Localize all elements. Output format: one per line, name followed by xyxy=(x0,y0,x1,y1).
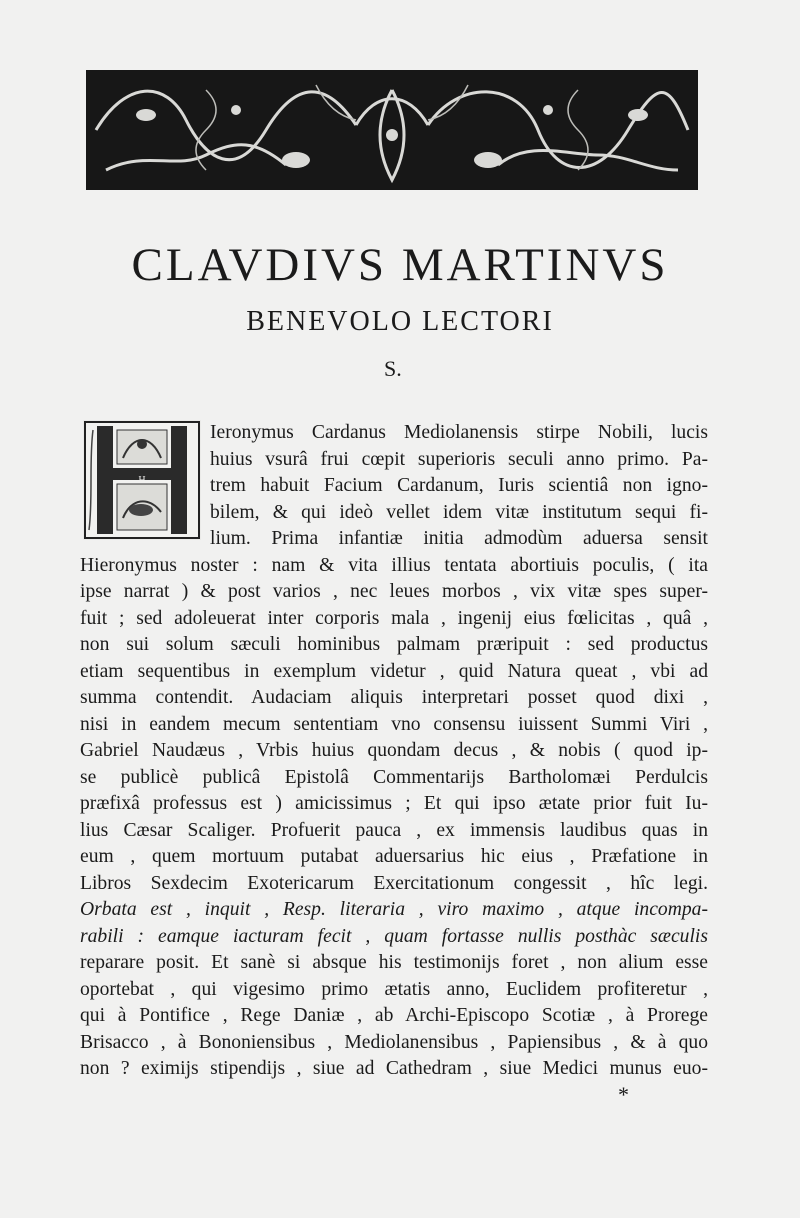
text-line: præfixâ professus est ) amicissimus ; Et qui ipso ætate prior fuit Iu- xyxy=(80,793,708,814)
text-line: bilem, & qui ideò vellet idem vitæ institutum sequi fi- xyxy=(210,501,708,523)
text-line: huius vsurâ frui cœpit superioris seculi anno primo. Pa- xyxy=(210,448,708,470)
salutation: S. xyxy=(384,356,402,381)
text-line: summa contendit. Audaciam aliquis interpretari posset quod dixi , xyxy=(80,687,708,708)
signature-mark: * xyxy=(618,1082,629,1107)
text-line: non ? eximijs stipendijs , siue ad Cathedram , siue Medici munus euo- xyxy=(80,1058,708,1079)
text-line-italic: Orbata est , inquit , Resp. literaria , viro maximo , atque incompa- xyxy=(80,899,708,920)
text-line: se publicè publicâ Epistolâ Commentarijs Bartholomæi Perdulcis xyxy=(80,766,708,788)
text-line: lium. Prima infantiæ initia admodùm aduersa sensit xyxy=(210,528,708,549)
text-line: etiam sequentibus in exemplum videtur , quid Natura queat , vbi ad xyxy=(80,660,708,682)
text-line: Hieronymus noster : nam & vita illius tentata abortiuis poculis, ( ita xyxy=(80,554,708,576)
text-line: Gabriel Naudæus , Vrbis huius quondam decus , & nobis ( quod ip- xyxy=(80,740,708,761)
text-line: non sui solum sæculi hominibus palmam præripuit : sed productus xyxy=(80,634,708,655)
text-line: Brisacco , à Bononiensibus , Mediolanensibus , Papiensibus , & à quo xyxy=(80,1031,708,1053)
body-text xyxy=(80,420,708,1083)
text-line: Libros Sexdecim Exotericarum Exercitationum congessit , hîc legi. xyxy=(80,872,708,894)
text-line: ipse narrat ) & post varios , nec leues morbos , vix vitæ spes super- xyxy=(80,581,708,602)
text-line: trem habuit Facium Cardanum, Iuris scientiâ non igno- xyxy=(210,475,708,496)
decorative-headpiece xyxy=(86,70,698,190)
text-line: reparare posit. Et sanè si absque his testimonijs foret , non alium esse xyxy=(80,952,708,973)
text-line-italic: rabili : eamque iacturam fecit , quam fortasse nullis posthàc sæculis xyxy=(80,925,708,947)
text-line: Ieronymus Cardanus Mediolanensis stirpe Nobili, lucis xyxy=(210,422,708,443)
page-title: CLAVDIVS MARTINVS xyxy=(131,239,669,291)
text-line: qui à Pontifice , Rege Daniæ , ab Archi-Episcopo Scotiæ , à Prorege xyxy=(80,1005,708,1026)
text-line: nisi in eandem mecum sententiam vno consensu iuissent Summi Viri , xyxy=(80,713,708,735)
initial-letter: H xyxy=(138,475,146,486)
text-line: fuit ; sed adoleuerat inter corporis mala , ingenij eius fœlicitas , quâ , xyxy=(80,607,708,629)
page-subtitle: BENEVOLO LECTORI xyxy=(246,306,554,337)
text-line: eum , quem mortuum putabat aduersarius hic eius , Præfatione in xyxy=(80,846,708,867)
text-line: lius Cæsar Scaliger. Profuerit pauca , ex immensis laudibus quas in xyxy=(80,819,708,841)
headpiece-ornament-icon xyxy=(86,70,698,190)
text-line: oportebat , qui vigesimo primo ætatis anno, Euclidem profiteretur , xyxy=(80,978,708,1000)
